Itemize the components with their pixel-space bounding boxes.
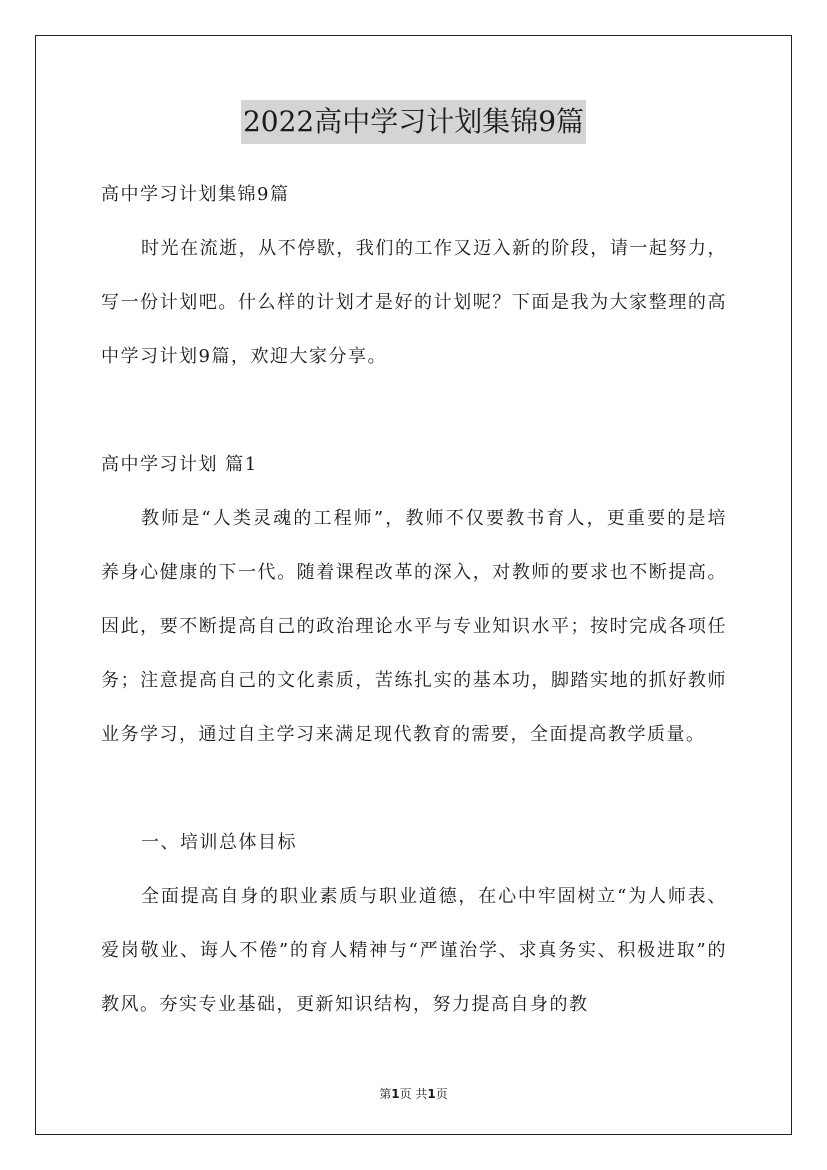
document-subtitle: 高中学习计划集锦9篇	[101, 184, 290, 205]
section-paragraph: 教师是“人类灵魂的工程师”，教师不仅要教书育人，更重要的是培养身心健康的下一代。随着课程改革的深入，对教师的要求也不断提高。因此，要不断提高自己的政治理论水平与专业知识水平；按时完成各项任务；注意提高自己的文化素质，苦练扎实的基本功，脚踏实地的抓好教师业务学习，通过自主学习来满足现代教育的需要，全面提高教学质量。	[101, 508, 727, 745]
subsection-heading: 一、培训总体目标	[141, 832, 297, 853]
footer-page-total: 1	[427, 1087, 436, 1101]
page-footer	[0, 1085, 827, 1102]
document-title-highlight: 2022高中学习计划集锦9篇	[241, 100, 586, 144]
intro-paragraph: 时光在流逝，从不停歇，我们的工作又迈入新的阶段，请一起努力，写一份计划吧。什么样的计划才是好的计划呢？下面是我为大家整理的高中学习计划9篇，欢迎大家分享。	[101, 238, 727, 367]
footer-mid: 页 共	[399, 1087, 428, 1101]
document-title	[0, 100, 827, 144]
footer-page-current: 1	[391, 1087, 400, 1101]
footer-prefix: 第	[379, 1087, 392, 1101]
subsection-paragraph: 全面提高自身的职业素质与职业道德，在心中牢固树立“为人师表、爱岗敬业、诲人不倦”的育人精神与“严谨治学、求真务实、积极进取”的教风。夯实专业基础，更新知识结构，努力提高自身的教	[101, 886, 727, 1015]
section-heading: 高中学习计划 篇1	[101, 454, 258, 475]
footer-suffix: 页	[435, 1087, 448, 1101]
